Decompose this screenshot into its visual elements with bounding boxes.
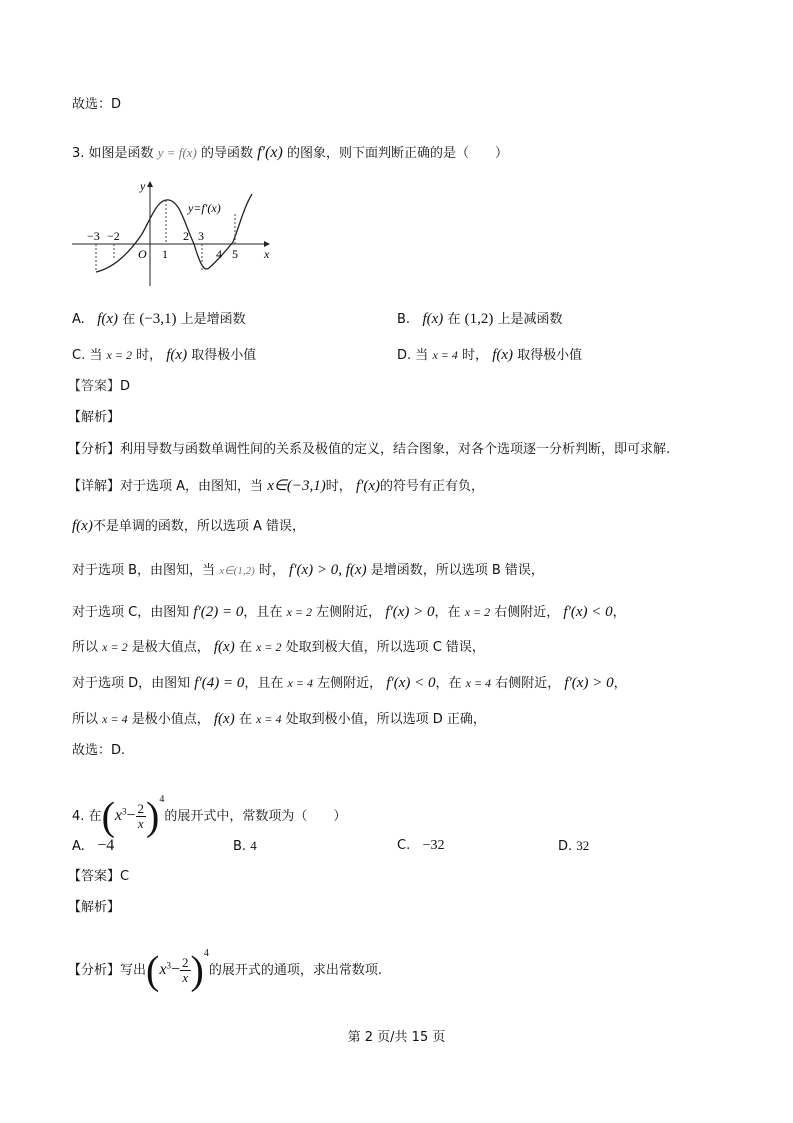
origin-label: O — [138, 247, 147, 261]
tick-label: −2 — [107, 229, 120, 243]
q3-detail-line4: 对于选项 C，由图知 f′(2) = 0，且在 x = 2 左侧附近， f′(x) > 0，在 x = 2 右侧附近， f′(x) < 0， — [72, 604, 626, 620]
q3-detail-line3: 对于选项 B，由图知，当 x∈(1,2) 时， f′(x) > 0, f(x) 是增函数，所以选项 B 错误， — [72, 562, 544, 578]
left-paren: ( — [101, 793, 115, 839]
q3-detail-line2: f(x)不是单调的函数，所以选项 A 错误， — [72, 518, 305, 534]
tick-label: 3 — [198, 229, 204, 243]
tick-label: −3 — [87, 229, 100, 243]
tick-label: 1 — [162, 247, 168, 261]
right-paren: ) — [190, 947, 204, 993]
q3-answer: 【答案】D — [68, 379, 131, 394]
q3-detail-line7: 所以 x = 4 是极小值点， f(x) 在 x = 4 处取到极小值，所以选项 D 正确， — [72, 711, 486, 727]
fraction: $\frac{2}{x}$ — [137, 801, 145, 831]
q3-option-d: D. 当 x = 4 时， f(x) 取得极小值 — [397, 347, 583, 363]
q3-jiexi: 【解析】 — [68, 410, 121, 425]
q4-option-b: B. 4 — [233, 838, 257, 854]
q4-fenxi: 【分析】写出($x^3-$ $\frac{2}{x}$ )$^4$的展开式的通项，求出常数项. — [68, 947, 382, 993]
q3-option-b: B. f(x) 在 (1,2) 上是减函数 — [397, 311, 563, 327]
tick-label: 5 — [232, 247, 238, 261]
q4-answer: 【答案】C — [68, 869, 130, 884]
y-axis-label: y — [140, 179, 146, 193]
q4-option-a: A. −4 — [72, 837, 115, 854]
fraction: $\frac{2}{x}$ — [182, 955, 189, 985]
x-axis-label: x — [264, 247, 270, 261]
page-footer: 第 2 页/共 15 页 — [347, 1030, 446, 1045]
q3-stem: 3. 如图是函数 y = f(x) 的导函数 f′(x) 的图象，则下面判断正确的是（ ） — [72, 144, 508, 161]
q4-option-c: C. −32 — [397, 838, 445, 853]
left-paren: ( — [146, 947, 160, 993]
derivative-graph — [72, 172, 282, 292]
q3-detail-line1: 【详解】对于选项 A，由图知，当 x∈(−3,1)时， f′(x)的符号有正有负， — [68, 478, 485, 494]
right-paren: ) — [146, 793, 160, 839]
tick-label: 2 — [183, 229, 189, 243]
q3-option-c: C. 当 x = 2 时， f(x) 取得极小值 — [72, 347, 257, 363]
prev-answer: 故选：D — [72, 97, 122, 112]
q3-detail-line6: 对于选项 D，由图知 f′(4) = 0，且在 x = 4 左侧附近， f′(x) < 0，在 x = 4 右侧附近， f′(x) > 0， — [72, 675, 627, 691]
q3-option-a: A. f(x) 在 (−3,1) 上是增函数 — [72, 311, 246, 327]
tick-label: 4 — [216, 247, 222, 261]
q4-jiexi: 【解析】 — [68, 900, 121, 915]
q4-stem: 4. 在($x^3-$ $\frac{2}{x}$ )$^4$的展开式中，常数项为（ ） — [72, 793, 347, 839]
q3-detail-line5: 所以 x = 2 是极大值点， f(x) 在 x = 2 处取到极大值，所以选项 C 错误， — [72, 639, 485, 655]
q3-fenxi: 【分析】利用导数与函数单调性间的关系及极值的定义，结合图象，对各个选项逐一分析判断，即可求解. — [68, 442, 671, 457]
curve-label: y=f′(x) — [188, 201, 221, 215]
q4-option-d: D. 32 — [558, 838, 590, 854]
q3-final: 故选：D. — [72, 743, 126, 758]
